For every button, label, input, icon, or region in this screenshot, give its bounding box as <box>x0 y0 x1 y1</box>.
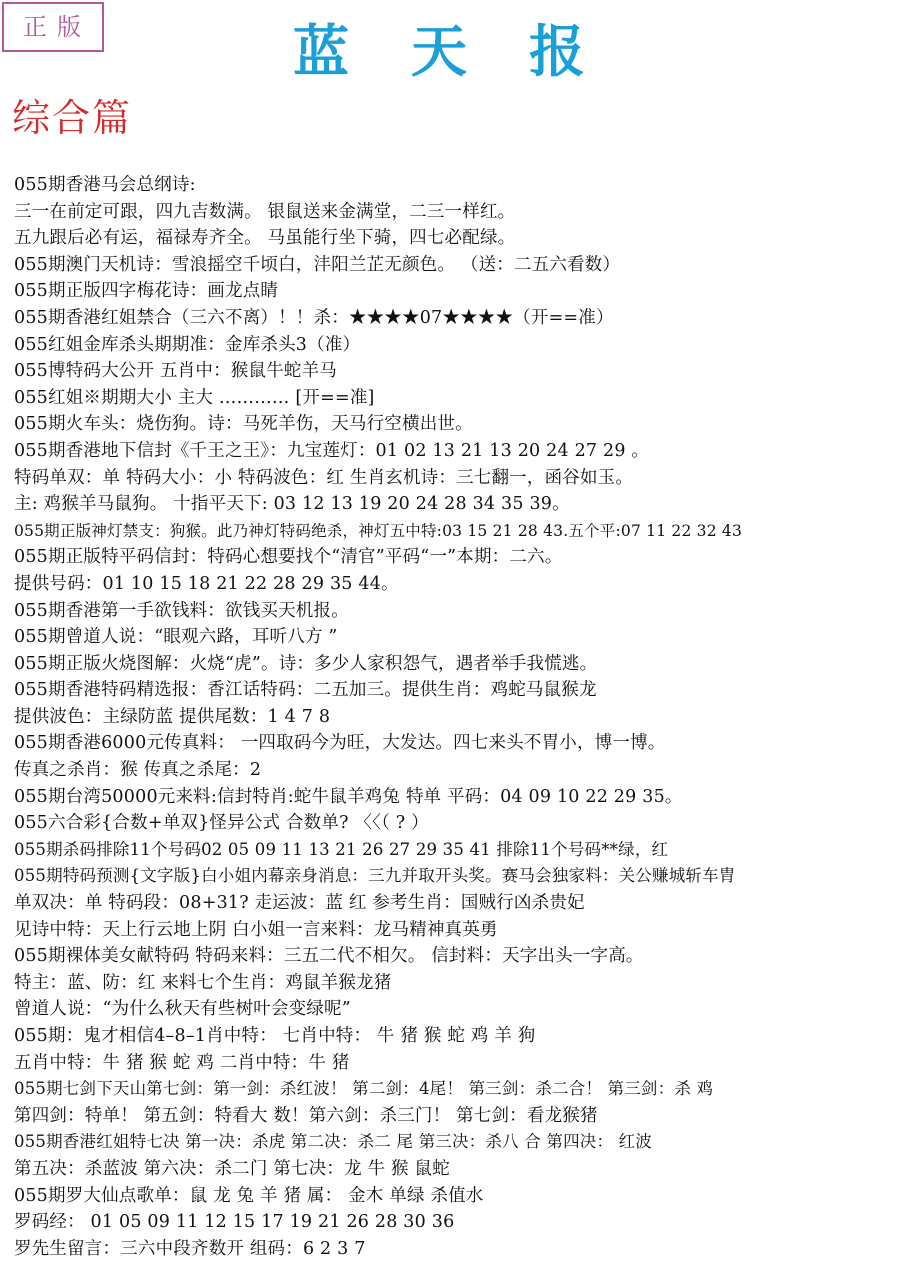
text-line: 第五决：杀蓝波 第六决：杀二门 第七决：龙 牛 猴 鼠蛇 <box>14 1158 450 1179</box>
text-line: 五肖中特：牛 猪 猴 蛇 鸡 二肖中特：牛 猪 <box>14 1052 350 1073</box>
text-line: 055红姐金库杀头期期准：金库杀头3（准） <box>14 334 361 355</box>
text-line: 055期正版特平码信封：特码心想要找个“清官”平码“一”本期：二六。 <box>14 547 563 568</box>
text-line: 曾道人说：“为什么秋天有些树叶会变绿呢” <box>14 999 351 1020</box>
article-body <box>14 172 894 1262</box>
text-line: 055期特码预测{文字版}白小姐内幕亲身消息：三九并取开头奖。赛马会独家料：关公赚城斩车胄 <box>14 866 736 886</box>
text-line: 055期香港特码精选报：香江话特码：二五加三。提供生肖：鸡蛇马鼠猴龙 <box>14 680 597 701</box>
text-line: 五九跟后必有运，福禄寿齐全。 马虽能行坐下骑，四七必配绿。 <box>14 228 516 249</box>
text-line: 055期正版四字梅花诗：画龙点睛 <box>14 281 279 302</box>
text-line: 055期七剑下天山第七剑：第一剑：杀红波！ 第二剑：4尾！ 第三剑：杀二合！ 第三剑：杀 鸡 <box>14 1079 714 1099</box>
edition-badge: 正版 <box>2 2 104 52</box>
text-line: 055期香港第一手欲钱料：欲钱买天机报。 <box>14 600 349 621</box>
page-title: 蓝天报 <box>293 19 647 85</box>
text-line: 主: 鸡猴羊马鼠狗。 十指平天下: 03 12 13 19 20 24 28 34 35 39。 <box>14 494 570 515</box>
text-line: 055期香港地下信封《千王之王》：九宝莲灯：01 02 13 21 13 20 24 27 29 。 <box>14 440 650 461</box>
text-line: 055期香港马会总纲诗: <box>14 175 196 195</box>
section-heading: 综合篇 <box>12 96 133 140</box>
text-line: 055期曾道人说：“眼观六路，耳听八方 ” <box>14 627 338 648</box>
text-line: 特码单双：单 特码大小：小 特码波色：红 生肖玄机诗：三七翻一，函谷如玉。 <box>14 467 634 488</box>
text-line: 三一在前定可跟，四九吉数满。 银鼠送来金满堂，二三一样红。 <box>14 201 516 222</box>
text-line: 罗码经： 01 05 09 11 12 15 17 19 21 26 28 30 36 <box>14 1212 455 1233</box>
text-line: 055六合彩{合数+单双}怪异公式 合数单? 〈〈（ ? ） <box>14 813 429 834</box>
text-line: 055期火车头：烧伤狗。诗：马死羊伤，天马行空横出世。 <box>14 414 473 435</box>
text-line: 特主：蓝、防：红 来料七个生肖：鸡鼠羊猴龙猪 <box>14 972 392 993</box>
text-line: 传真之杀肖：猴 传真之杀尾：2 <box>14 760 262 781</box>
text-line: 055期杀码排除11个号码02 05 09 11 13 21 26 27 29 35 41 排除11个号码**绿，红 <box>14 839 669 859</box>
text-line: 055期香港红姐特七决 第一决：杀虎 第二决：杀二 尾 第三决：杀八 合 第四决： 红波 <box>14 1132 653 1152</box>
text-line: 055期正版火烧图解：火烧“虎”。诗：多少人家积怨气，遇者举手我慌逃。 <box>14 653 598 674</box>
text-line: 055期香港6000元传真料： 一四取码今为旺，大发达。四七来头不胃小，博一博。 <box>14 733 666 754</box>
text-line: 055期裸体美女献特码 特码来料：三五二代不相欠。 信封料：天字出头一字高。 <box>14 946 644 967</box>
text-line: 055红姐※期期大小 主大 ………… [开==准] <box>14 387 375 408</box>
text-line: 单双决：单 特码段：08+31? 走运波：蓝 红 参考生肖：国贼行凶杀贵妃 <box>14 893 585 914</box>
text-line: 055期正版神灯禁支：狗猴。此乃神灯特码绝杀，神灯五中特:03 15 21 28 43.五个平:07 11 22 32 43 <box>14 521 743 540</box>
text-line: 055期香港红姐禁合（三六不离）！！杀：★★★★07★★★★（开==准） <box>14 307 614 328</box>
text-line: 罗先生留言：三六中段齐数开 组码：6 2 3 7 <box>14 1238 366 1259</box>
text-line: 055期澳门天机诗：雪浪摇空千顷白，沣阳兰芷无颜色。 （送：二五六看数） <box>14 254 621 275</box>
text-line: 055期：鬼才相信4–8–1肖中特： 七肖中特： 牛 猪 猴 蛇 鸡 羊 狗 <box>14 1026 536 1046</box>
text-line: 055博特码大公开 五肖中：猴鼠牛蛇羊马 <box>14 361 337 382</box>
text-line: 提供波色：主绿防蓝 提供尾数：1 4 7 8 <box>14 706 331 727</box>
text-line: 055期台湾50000元来料:信封特肖:蛇牛鼠羊鸡兔 特单 平码：04 09 10 22 29 35。 <box>14 786 683 807</box>
text-line: 见诗中特：天上行云地上阴 白小姐一言来料：龙马精神真英勇 <box>14 919 498 940</box>
text-line: 055期罗大仙点歌单：鼠 龙 兔 羊 猪 属： 金木 单绿 杀值水 <box>14 1185 484 1206</box>
text-line: 第四剑：特单！ 第五剑：特看大 数！第六剑：杀三门！ 第七剑：看龙猴猪 <box>14 1105 598 1126</box>
text-line: 提供号码：01 10 15 18 21 22 28 29 35 44。 <box>14 573 399 594</box>
